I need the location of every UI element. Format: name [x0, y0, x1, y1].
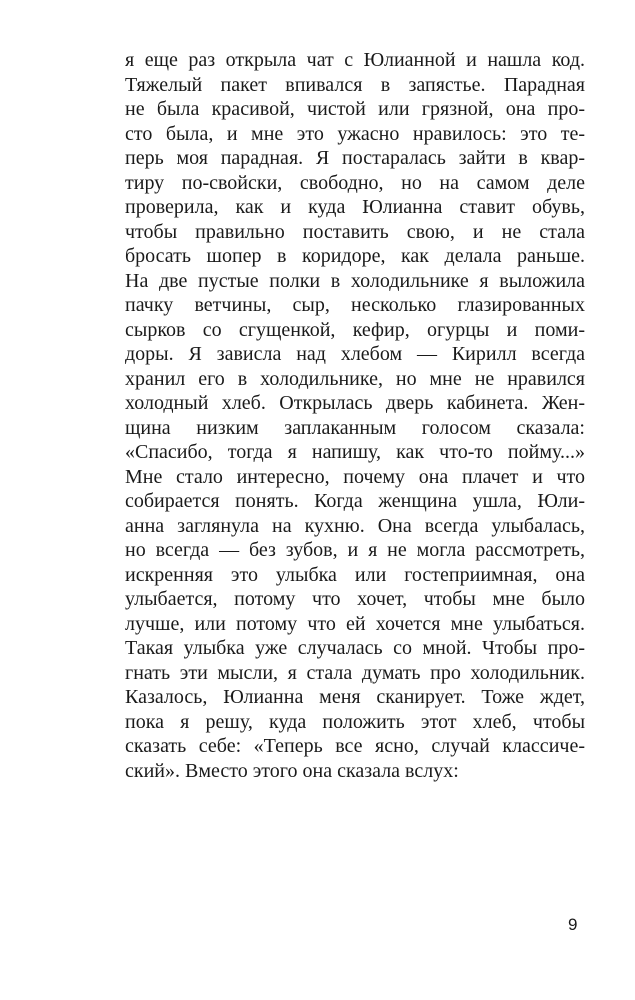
text-line: сто была, и мне это ужасно нравилось: это те- [125, 122, 585, 145]
text-line: проверила, как и куда Юлианна ставит обувь, [125, 196, 585, 218]
body-text [125, 48, 585, 783]
text-line: холодный хлеб. Открылась дверь кабинета. Жен- [125, 392, 585, 414]
text-line: доры. Я зависла над хлебом — Кирилл всегда [125, 343, 585, 365]
text-line: искренняя это улыбка или гостеприимная, она [125, 563, 585, 586]
text-line: я еще раз открыла чат с Юлианной и нашла код. [125, 49, 585, 71]
text-line: хранил его в холодильнике, но мне не нравился [125, 367, 585, 390]
text-line: но всегда — без зубов, и я не могла рассмотреть, [125, 539, 585, 561]
text-line: Такая улыбка уже случалась со мной. Чтобы про- [125, 637, 585, 659]
text-line: сырков со сгущенкой, кефир, огурцы и поми- [125, 318, 585, 341]
text-line: перь моя парадная. Я постаралась зайти в квар- [125, 147, 585, 169]
text-line: Мне стало интересно, почему она плачет и что [125, 465, 585, 488]
text-line: не была красивой, чистой или грязной, она про- [125, 98, 585, 120]
text-line: сказать себе: «Теперь все ясно, случай классиче- [125, 735, 585, 757]
text-line: улыбается, потому что хочет, чтобы мне было [125, 588, 585, 610]
text-line: чтобы правильно поставить свою, и не стала [125, 220, 585, 243]
text-line: лучше, или потому что ей хочется мне улыбаться. [125, 612, 585, 635]
text-line: На две пустые полки в холодильнике я выложила [125, 269, 585, 292]
text-line: собирается понять. Когда женщина ушла, Юли- [125, 490, 585, 512]
text-line: пачку ветчины, сыр, несколько глазированных [125, 294, 585, 316]
page-number: 9 [568, 915, 578, 934]
text-line: «Спасибо, тогда я напишу, как что-то пойму...» [125, 441, 585, 463]
text-line: бросать шопер в коридоре, как делала раньше. [125, 245, 585, 267]
text-line: пока я решу, куда положить этот хлеб, чтобы [125, 710, 585, 733]
text-line: ский». Вместо этого она сказала вслух: [125, 759, 459, 782]
text-line: щина низким заплаканным голосом сказала: [125, 416, 585, 439]
text-line: анна заглянула на кухню. Она всегда улыбалась, [125, 514, 585, 537]
text-line: Тяжелый пакет впивался в запястье. Парадная [125, 73, 585, 96]
text-line: Казалось, Юлианна меня сканирует. Тоже ждет, [125, 686, 585, 708]
text-line: тиру по-свойски, свободно, но на самом деле [125, 171, 585, 194]
text-line: гнать эти мысли, я стала думать про холодильник. [125, 661, 585, 684]
